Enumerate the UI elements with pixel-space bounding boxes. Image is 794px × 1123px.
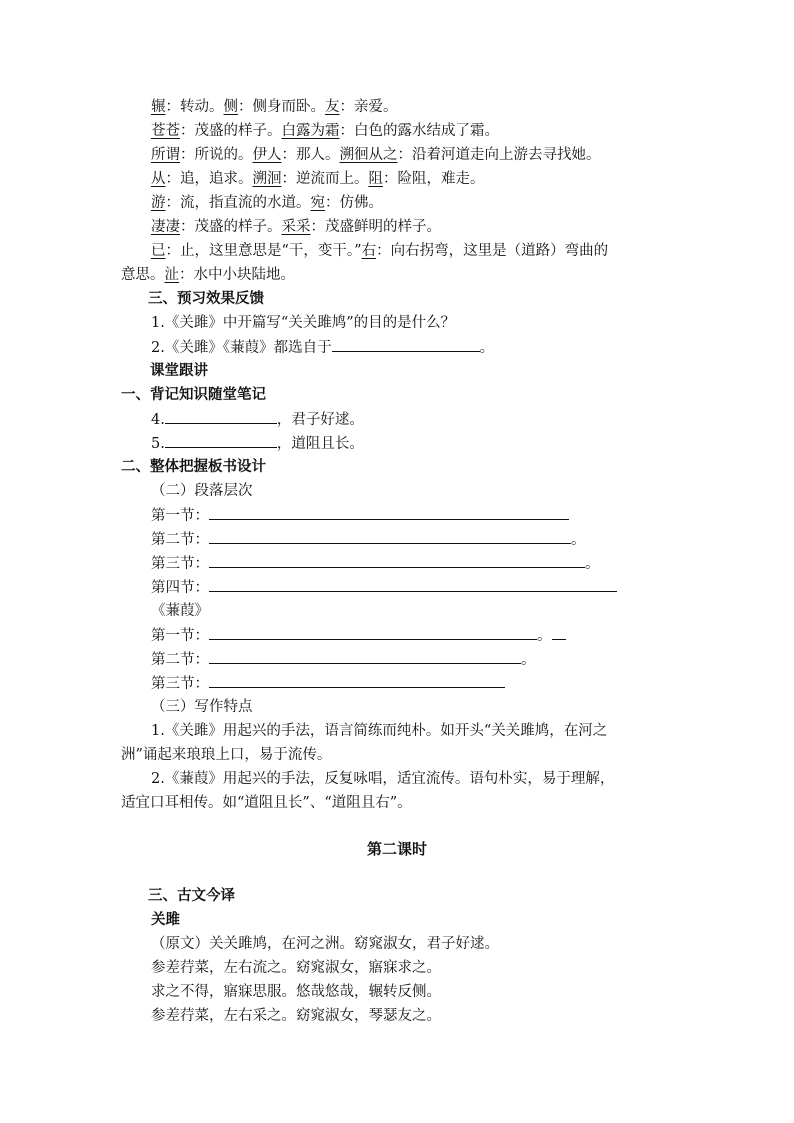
answer-blank-tail [552,625,566,640]
gloss-term: 友 [325,99,340,115]
glossary-line-2 [151,121,499,141]
item-text: ，君子好逑。 [276,412,364,428]
gloss-def: ：亲爱。 [339,99,398,115]
gloss-term: 已 [151,243,166,259]
classroom-heading: 课堂跟讲 [150,362,208,379]
section-label: 第四节： [151,580,209,596]
glossary-line-8 [121,265,295,285]
answer-blank[interactable] [209,649,521,664]
gloss-term: 从 [151,171,166,187]
answer-blank[interactable] [332,337,480,352]
glossary-line-5 [151,193,383,213]
gloss-def: ：转动。 [165,99,224,115]
answer-blank[interactable] [209,673,505,688]
section-label: 第二节： [151,652,209,668]
gloss-def: ：追，追求。 [165,171,253,187]
answer-blank[interactable] [209,577,617,592]
gloss-def: ：向右拐弯，这里是（道路）弯曲的 [376,243,609,259]
question-text: 2.《关雎》《蒹葭》都选自于 [151,340,332,356]
item-number: 4. [151,412,165,428]
section-end: 。 [521,652,536,668]
notes-heading: 一、背记知识随堂笔记 [121,386,266,403]
item-number: 5. [151,436,165,452]
gloss-term: 伊人 [252,147,282,163]
gloss-def: ：茂盛的样子。 [180,123,282,139]
gloss-def: ：白色的露水结成了霜。 [339,123,499,139]
section-label: 第一节： [151,628,209,644]
glossary-line-3 [151,145,601,165]
gloss-term: 溯徊从之 [339,147,398,163]
jianjia-section-2 [151,649,536,670]
paragraph-levels-heading: （二）段落层次 [151,483,253,499]
gloss-def: ：逆流而上。 [281,171,369,187]
section-label: 第三节： [151,556,209,572]
section-end: 。 [571,532,586,548]
item-text: ，道阻且长。 [276,436,364,452]
answer-blank[interactable] [165,433,277,448]
guanju-section-2 [151,529,586,550]
guanju-section-3 [151,553,600,574]
gloss-term: 右 [361,243,377,259]
gloss-term: 采采 [281,219,311,235]
answer-blank[interactable] [209,505,569,520]
gloss-def: ：险阻，难走。 [383,171,485,187]
gloss-term: 游 [151,195,166,211]
question-end: 。 [479,340,495,356]
answer-blank[interactable] [209,553,585,568]
gloss-term: 沚 [164,267,179,283]
writing-point-1-line-2: 洲”诵起来琅琅上口，易于流传。 [121,747,332,763]
board-heading: 二、整体把握板书设计 [121,458,266,475]
gloss-term: 辗 [151,99,166,115]
answer-blank[interactable] [209,625,537,640]
guanju-section-4 [151,577,617,598]
glossary-line-6 [151,217,441,237]
gloss-term: 白露为霜 [281,123,340,139]
writing-point-1-line-1: 1.《关雎》用起兴的手法，语言简练而纯朴。如开头“关关雎鸠，在河之 [151,723,608,739]
gloss-def: ：茂盛的样子。 [180,219,282,235]
guanju-section-1 [151,505,569,526]
fill-item-4 [151,409,364,430]
poem-line: 参差荇菜，左右流之。窈窕淑女，寤寐求之。 [151,960,441,976]
gloss-term: 侧 [223,99,238,115]
gloss-def: ：那人。 [281,147,340,163]
section-label: 第一节： [151,508,209,524]
gloss-def: ：水中小块陆地。 [179,267,295,283]
gloss-term: 阻 [368,171,383,187]
gloss-def: ：沿着河道走向上游去寻找她。 [397,147,601,163]
feedback-heading: 三、预习效果反馈 [148,290,264,307]
translate-heading: 三、古文今译 [148,887,235,904]
gloss-def: ：止，这里意思是“干，变干。” [165,243,362,259]
glossary-line-1 [151,97,398,117]
gloss-term: 凄凄 [151,219,180,235]
gloss-term: 溯洄 [252,171,282,187]
feedback-question-1: 1.《关雎》中开篇写“关关雎鸠”的目的是什么？ [151,315,456,331]
fill-item-5 [151,433,364,454]
gloss-def: ：侧身而卧。 [238,99,325,115]
jianjia-section-1 [151,625,566,646]
glossary-line-7 [151,241,608,261]
poem-line: （原文）关关雎鸠，在河之洲。窈窕淑女，君子好逑。 [151,936,499,952]
gloss-def: ：仿佛。 [325,195,383,211]
gloss-def: ：流，指直流的水道。 [165,195,311,211]
lesson-2-title: 第二课时 [366,840,427,858]
answer-blank[interactable] [209,529,571,544]
jianjia-section-3 [151,673,505,694]
section-end: 。 [585,556,600,572]
gloss-def: ：所说的。 [180,147,253,163]
gloss-term: 所谓 [151,147,180,163]
poem-line: 求之不得，寤寐思服。悠哉悠哉，辗转反侧。 [151,984,441,1000]
gloss-def: 意思。 [121,267,165,283]
writing-point-2-line-1: 2.《蒹葭》用起兴的手法，反复咏唱，适宜流传。语句朴实，易于理解， [151,771,615,787]
section-label: 第二节： [151,532,209,548]
gloss-def: ：茂盛鲜明的样子。 [310,219,441,235]
glossary-line-4 [151,169,485,189]
writing-point-2-line-2: 适宜口耳相传。如“道阻且长”、“道阻且右”。 [121,795,412,811]
poem-title: 关雎 [151,911,180,928]
gloss-term: 苍苍 [151,123,180,139]
jianjia-title: 《蒹葭》 [151,603,209,619]
gloss-term: 宛 [310,195,325,211]
section-label: 第三节： [151,676,209,692]
section-end: 。 [537,628,552,644]
poem-line: 参差荇菜，左右采之。窈窕淑女，琴瑟友之。 [151,1008,441,1024]
answer-blank[interactable] [165,409,277,424]
feedback-question-2 [151,337,494,358]
writing-heading: （三）写作特点 [151,699,253,715]
